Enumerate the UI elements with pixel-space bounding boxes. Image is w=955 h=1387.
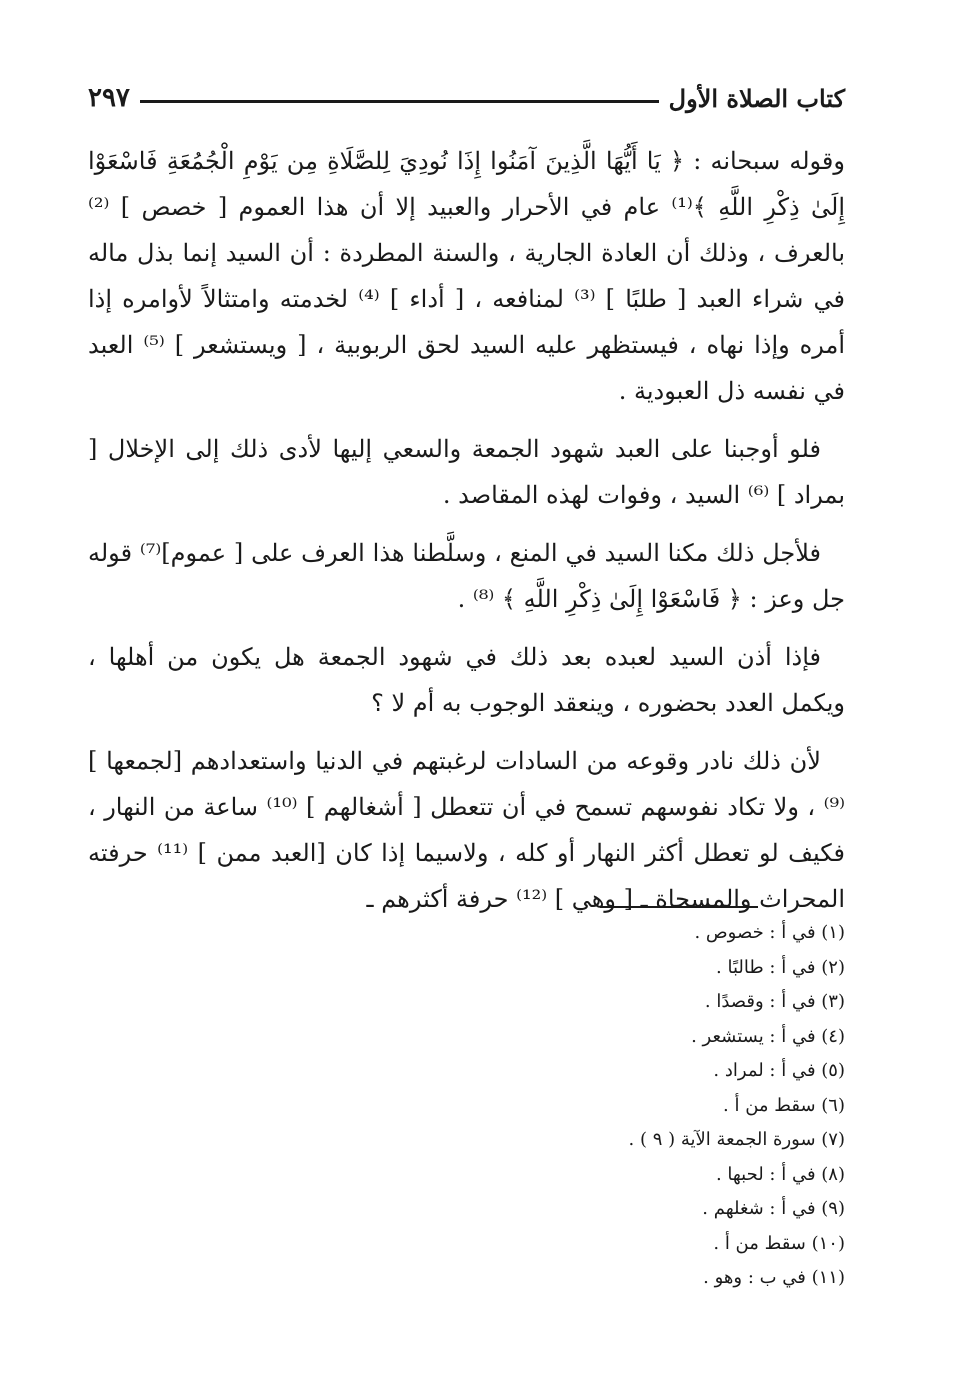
footnote: (١١) في ب : وهو . <box>703 1267 845 1288</box>
paragraph: وقوله سبحانه : ﴿ يَا أَيُّهَا الَّذِينَ آمَنُوا إِذَا نُودِيَ لِلصَّلَاةِ مِن يَوْمِ الْجُمُعَةِ فَاسْعَوْا إِلَىٰ ذِكْرِ اللَّهِ ﴾⁽¹⁾ عام في الأحرار والعبيد إلا أن هذا العموم [ خصص ] ⁽²⁾ بالعرف ، وذلك أن العادة الجارية ، والسنة المطردة : أن السيد إنما بذل ماله في شراء العبد [ طلبًا ] ⁽³⁾ لمنافعه ، [ أداء ] ⁽⁴⁾ لخدمته وامتثالاً لأوامره إذا أمره وإذا نهاه ، فيستظهر عليه السيد لحق الربوبية ، [ ويستشعر ] ⁽⁵⁾ العبد في نفسه ذل العبودية . <box>88 147 846 405</box>
book-title: كتاب الصلاة الأول <box>668 83 845 113</box>
header-rule <box>140 100 659 103</box>
footnote: (١٠) سقط من أ . <box>713 1232 845 1254</box>
running-header <box>88 78 845 118</box>
footnote-separator <box>600 906 758 908</box>
footnote: (٧) سورة الجمعة الآية ( ٩ ) . <box>628 1129 845 1150</box>
paragraph: فلو أوجبنا على العبد شهود الجمعة والسعي إليها لأدى ذلك إلى الإخلال [ بمراد ] ⁽⁶⁾ السيد ، وفوات لهذه المقاصد . <box>88 435 845 509</box>
footnote: (٢) في أ : طالبًا . <box>716 956 845 978</box>
footnote: (٦) سقط من أ . <box>723 1094 845 1116</box>
paragraph: فلأجل ذلك مكنا السيد في المنع ، وسلَّطنا هذا العرف على [ عموم]⁽⁷⁾ قوله جل وعز : ﴿ فَاسْعَوْا إِلَىٰ ذِكْرِ اللَّهِ ﴾ ⁽⁸⁾ . <box>88 539 845 613</box>
footnote: (٨) في أ : لحبها . <box>715 1163 845 1185</box>
footnote: (٥) في أ : لمراد . <box>713 1060 845 1081</box>
footnote: (٤) في أ : يستشعر . <box>691 1025 845 1047</box>
page-number: ٢٩٧ <box>88 83 130 113</box>
footnotes <box>345 916 845 1296</box>
footnote: (٣) في أ : وقصدًا . <box>704 991 845 1012</box>
paragraph: لأن ذلك نادر وقوعه من السادات لرغبتهم في الدنيا واستعدادهم [لجمعها ] ⁽⁹⁾ ، ولا تكاد نفوسهم تسمح في أن تتعطل [ أشغالهم ] ⁽¹⁰⁾ ساعة من النهار ، فكيف لو تعطل أكثر النهار أو كله ، ولاسيما إذا كان [العبد ممن ] ⁽¹¹⁾ حرفته المحراث والمسحاة ـ [ وهي ] ⁽¹²⁾ حرفة أكثرهم ـ <box>88 747 845 913</box>
paragraph: فإذا أذن السيد لعبده بعد ذلك في شهود الجمعة هل يكون من أهلها ، ويكمل العدد بحضوره ، وينعقد الوجوب به أم لا ؟ <box>88 643 845 717</box>
footnote: (١) في أ : خصوص . <box>694 922 845 943</box>
body-text <box>88 138 845 934</box>
footnote: (٩) في أ : شغلهم . <box>702 1198 845 1219</box>
